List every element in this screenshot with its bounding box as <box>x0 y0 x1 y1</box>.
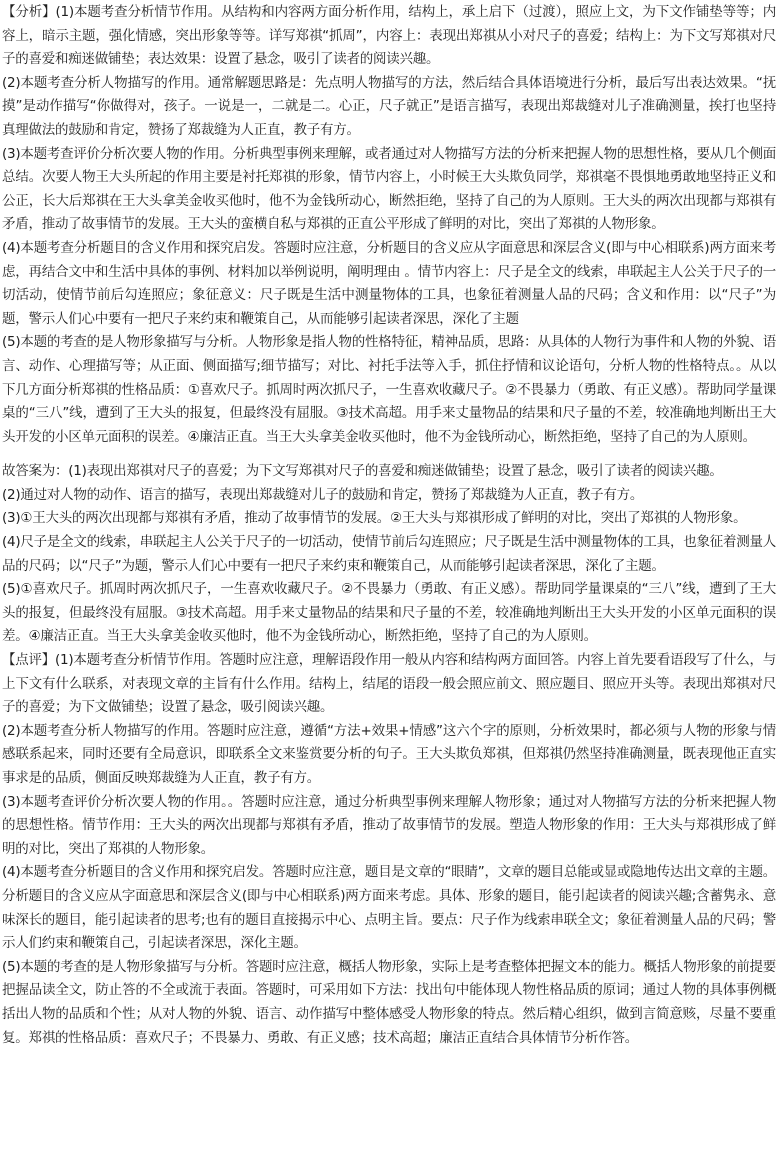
comment-paragraph-5: (5)本题的考查的是人物形象描写与分析。答题时应注意，概括人物形象，实际上是考查整体把握文本的能力。概括人物形象的前提要把握品读全文，防止答的不全或流于表面。答题时，可采用如下方法：找出句中能体现人物性格品质的原词；通过人物的具体事例概括出人物的品质和个性；从对人物的外貌、语言、动作描写中整体感受人物形象的特点。然后精心组织，做到言简意赅，尽量不要重复。郑祺的性格品质：喜欢尺子；不畏暴力、勇敢、有正义感；技术高超；廉洁正直结合具体情节分析作答。 <box>2 958 776 1046</box>
answer-paragraph-4: (4)尺子是全文的线索，串联起主人公关于尺子的一切活动，使情节前后勾连照应；尺子既是生活中测量物体的工具，也象征着测量人品的尺码；以“尺子”为题，警示人们心中要有一把尺子来约束和鞭策自己，从而能够引起读者深思，深化了主题。 <box>2 534 776 574</box>
analysis-section <box>2 1 776 449</box>
comment-paragraph-1: 【点评】(1)本题考查分析情节作用。答题时应注意，理解语段作用一般从内容和结构两方面回答。内容上首先要看语段写了什么，与上下文有什么联系，对表现文章的主旨有什么作用。结构上，结尾的语段一般会照应前文、照应题目、照应开头等。表现出郑祺对尺子的喜爱；为下文做铺垫；设置了悬念，吸引阅读兴趣。 <box>2 652 776 716</box>
comment-section <box>2 649 776 1050</box>
comment-paragraph-4: (4)本题考查分析题目的含义作用和探究启发。答题时应注意，题目是文章的“眼睛”，文章的题目总能或显或隐地传达出文章的主题。分析题目的含义应从字面意思和深层含义(即与中心相联系)两方面来考虑。具体、形象的题目，能引起读者的阅读兴趣;含蓄隽永、意味深长的题目，能引起读者的思考;也有的题目直接揭示中心、点明主旨。要点：尺子作为线索串联全文；象征着测量人品的尺码；警示人们约束和鞭策自己，引起读者深思，深化主题。 <box>2 864 776 952</box>
analysis-paragraph-3: (3)本题考查评价分析次要人物的作用。分析典型事例来理解，或者通过对人物描写方法的分析来把握人物的思想性格，要从几个侧面总结。次要人物王大头所起的作用主要是衬托郑祺的形象，情节内容上，小时候王大头欺负同学，郑祺毫不畏惧地勇敢地坚持正义和公正，长大后郑祺在王大头拿美金收买他时，他不为金钱所动心，断然拒绝，坚持了自己的为人原则。王大头的两次出现都与郑祺有矛盾，推动了故事情节的发展。王大头的蛮横自私与郑祺的正直公平形成了鲜明的对比，突出了郑祺的人物形象。 <box>2 145 776 233</box>
analysis-paragraph-1: 【分析】(1)本题考查分析情节作用。从结构和内容两方面分析作用，结构上，承上启下（过渡），照应上文，为下文作铺垫等等；内容上，暗示主题，强化情感，突出形象等等。详写郑祺“抓周”，内容上：表现出郑祺从小对尺子的喜爱；结构上：为下文写郑祺对尺子的喜爱和痴迷做铺垫；表达效果：设置了悬念，吸引了读者的阅读兴趣。 <box>2 4 776 68</box>
answer-paragraph-3: (3)①王大头的两次出现都与郑祺有矛盾，推动了故事情节的发展。②王大头与郑祺形成了鲜明的对比，突出了郑祺的人物形象。 <box>2 510 747 527</box>
answer-paragraph-2: (2)通过对人物的动作、语言的描写，表现出郑裁缝对儿子的鼓励和肯定，赞扬了郑裁缝为人正直，教子有方。 <box>2 486 644 503</box>
answer-section <box>2 460 776 649</box>
analysis-paragraph-5: (5)本题的考查的是人物形象描写与分析。人物形象是指人物的性格特征，精神品质，思路：从具体的人物行为事件和人物的外貌、语言、动作、心理描写等；从正面、侧面描写;细节描写；对比、衬托手法等入手，抓住抒情和议论语句，分析人物的性格特点。。从以下几方面分析郑祺的性格品质：①喜欢尺子。抓周时两次抓尺子，一生喜欢收藏尺子。②不畏暴力（勇敢、有正义感）。帮助同学量课桌的“三八”线，遭到了王大头的报复，但最终没有屈服。③技术高超。用手来丈量物品的结果和尺子量的不差，较准确地判断出王大头开发的小区单元面积的误差。④廉洁正直。当王大头拿美金收买他时，他不为金钱所动心，断然拒绝，坚持了自己的为人原则。 <box>2 334 776 445</box>
analysis-paragraph-4: (4)本题考查分析题目的含义作用和探究启发。答题时应注意，分析题目的含义应从字面意思和深层含义(即与中心相联系)两方面来考虑，再结合文中和生活中具体的事例、材料加以举例说明，阐明理由 。情节内容上：尺子是全文的线索，串联起主人公关于尺子的一切活动，使情节前后勾连照应；象征意义：尺子既是生活中测量物体的工具，也象征着测量人品的尺码；含义和作用：以“尺子”为题，警示人们心中要有一把尺子来约束和鞭策自己，从而能够引起读者深思，深化了主题 <box>2 239 776 327</box>
section-gap <box>2 449 776 460</box>
answer-paragraph-5: (5)①喜欢尺子。抓周时两次抓尺子，一生喜欢收藏尺子。②不畏暴力（勇敢、有正义感）。帮助同学量课桌的“三八”线，遭到了王大头的报复，但最终没有屈服。③技术高超。用手来丈量物品的结果和尺子量的不差，较准确地判断出王大头开发的小区单元面积的误差。④廉洁正直。当王大头拿美金收买他时，他不为金钱所动心，断然拒绝，坚持了自己的为人原则。 <box>2 581 776 645</box>
comment-paragraph-2: (2)本题考查分析人物描写的作用。答题时应注意，遵循“方法+效果+情感”这六个字的原则，分析效果时，都必须与人物的形象与情感联系起来，同时还要有全局意识，即联系全文来鉴赏要分析的句子。王大头欺负郑祺，但郑祺仍然坚持准确测量，既表现他正直实事求是的品质，侧面反映郑裁缝为人正直，教子有方。 <box>2 722 776 786</box>
analysis-paragraph-2: (2)本题考查分析人物描写的作用。通常解题思路是：先点明人物描写的方法，然后结合具体语境进行分析，最后写出表达效果。“抚摸”是动作描写“你做得对，孩子。一说是一，二就是二。心正，尺子就正”是语言描写，表现出郑裁缝对儿子准确测量，挨打也坚持真理做法的鼓励和肯定，赞扬了郑裁缝为人正直，教子有方。 <box>2 74 776 138</box>
answer-paragraph-1: 故答案为：(1)表现出郑祺对尺子的喜爱；为下文写郑祺对尺子的喜爱和痴迷做铺垫；设置了悬念，吸引了读者的阅读兴趣。 <box>2 463 723 480</box>
comment-paragraph-3: (3)本题考查评价分析次要人物的作用。。答题时应注意，通过分析典型事例来理解人物形象；通过对人物描写方法的分析来把握人物的思想性格。情节作用：王大头的两次出现都与郑祺有矛盾，推动了故事情节的发展。塑造人物形象的作用：王大头与郑祺形成了鲜明的对比，突出了郑祺的人物形象。 <box>2 793 776 857</box>
